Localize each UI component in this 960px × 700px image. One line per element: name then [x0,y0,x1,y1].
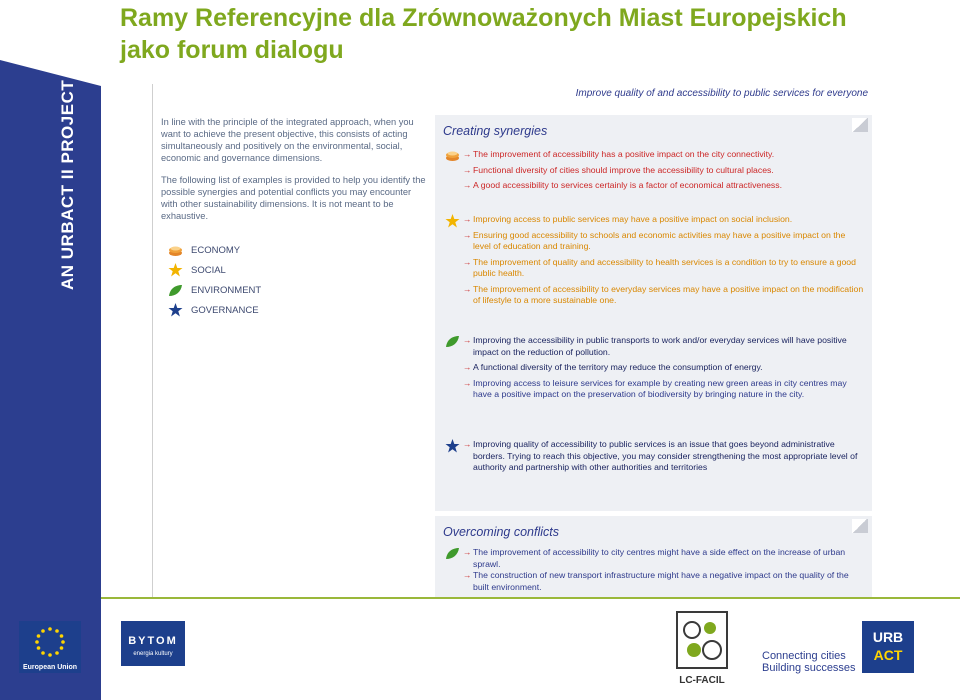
lc-facil-logo [672,610,732,690]
coins-icon [167,242,183,258]
bytom-logo [121,621,185,666]
list-item: → Ensuring good accessibility to schools and economic activities may have a positive impact on the level of education and training. [463,230,865,253]
leaf-icon [167,282,183,298]
tagline-line-1: Connecting cities [762,650,846,662]
sidebar-label: AN URBACT II PROJECT [58,79,77,290]
star-icon [167,302,183,318]
list-item: → Improving quality of accessibility to public services is an issue that goes beyond administrative borders. Trying to reach this objective, you may consider strengthening the most appropriate level of authority and partnership with other authorities and territories [463,439,865,474]
urbact-logo [862,621,914,673]
legend-item-economy [167,240,261,260]
conflicts-box [435,516,872,597]
list-item: → The improvement of accessibility to city centres might have a side effect on the increase of urban sprawl. [463,547,865,570]
legend-item-environment [167,280,261,300]
page-corner-icon [852,519,868,533]
conflicts-title: Overcoming conflicts [443,525,560,539]
slide-title [120,2,950,66]
slide-title-line-2: jako forum dialogu [120,36,344,64]
intro-text [161,116,427,232]
coins-icon [445,149,459,163]
synergies-social-group [445,214,865,307]
footer-divider [101,597,960,599]
list-item: → The construction of new transport infrastructure might have a negative impact on the quality of the built environment. [463,570,865,593]
legend-label: ENVIRONMENT [191,284,262,296]
list-item: → A functional diversity of the territory may reduce the consumption of energy. [463,362,865,374]
sidebar [0,60,101,700]
content-panel [153,84,872,597]
intro-paragraph-1: In line with the principle of the integrated approach, when you want to achieve the present objective, this consists of acting simultaneously and positively on the environmental, social, economic and governance dimensions. [161,117,414,163]
star-icon [445,439,459,453]
synergies-title: Creating synergies [443,124,548,138]
legend-item-social [167,260,261,280]
intro-paragraph-2: The following list of examples is provided to help you identify the possible synergies and potential conflicts you may encounter with other sustainability dimensions. It is not meant to be exhaustive. [161,175,426,221]
lc-facil-label: LC-FACIL [679,675,725,686]
legend-label: ECONOMY [191,244,241,256]
list-item: → Functional diversity of cities should improve the accessibility to cultural places. [463,165,865,177]
page-corner-icon [852,118,868,132]
leaf-icon [445,335,459,349]
synergies-economy-group [445,149,865,192]
list-item: → Improving the accessibility in public transports to work and/or everyday services will have positive impact on the reduction of pollution. [463,335,865,358]
list-item: → A good accessibility to services certainly is a factor of economical attractiveness. [463,180,865,192]
synergies-governance-group [445,439,865,474]
eu-flag-logo [19,621,81,673]
panel-header: Improve quality of and accessibility to public services for everyone [575,88,868,99]
list-item: → The improvement of accessibility has a positive impact on the city connectivity. [463,149,865,161]
legend [167,240,261,320]
bytom-label: BYTOM [128,635,178,647]
leaf-icon [445,547,459,561]
urbact-label-1: URB [872,629,904,645]
slide-title-line-1: Ramy Referencyjne dla Zrównoważonych Miast Europejskich [120,4,847,32]
connecting-cities-tagline [762,650,857,674]
list-item: → Improving access to public services may have a positive impact on social inclusion. [463,214,865,226]
sidebar-fold [0,60,101,86]
conflicts-environment-group [445,547,865,593]
lc-facil-icon [672,610,732,672]
legend-item-governance [167,300,261,320]
people-icon [445,214,459,228]
list-item: → The improvement of accessibility to everyday services may have a positive impact on the modification of lifestyle to a more sustainable one. [463,284,865,307]
synergies-environment-group [445,335,865,401]
eu-label: European Union [22,664,78,671]
tagline-line-2: Building successes [762,662,856,674]
list-item: → The improvement of quality and accessibility to health services is a condition to try to ensure a good public health. [463,257,865,280]
synergies-box [435,115,872,511]
list-item: → Improving access to leisure services for example by creating new green areas in city centres may have a positive impact on the preservation of biodiversity by bringing nature in the city. [463,378,865,401]
legend-label: GOVERNANCE [191,304,259,316]
eu-stars-icon [19,621,81,663]
urbact-label-2: ACT [873,647,903,663]
bytom-sub: energia kultury [133,651,173,657]
people-icon [167,262,183,278]
legend-label: SOCIAL [191,264,226,276]
